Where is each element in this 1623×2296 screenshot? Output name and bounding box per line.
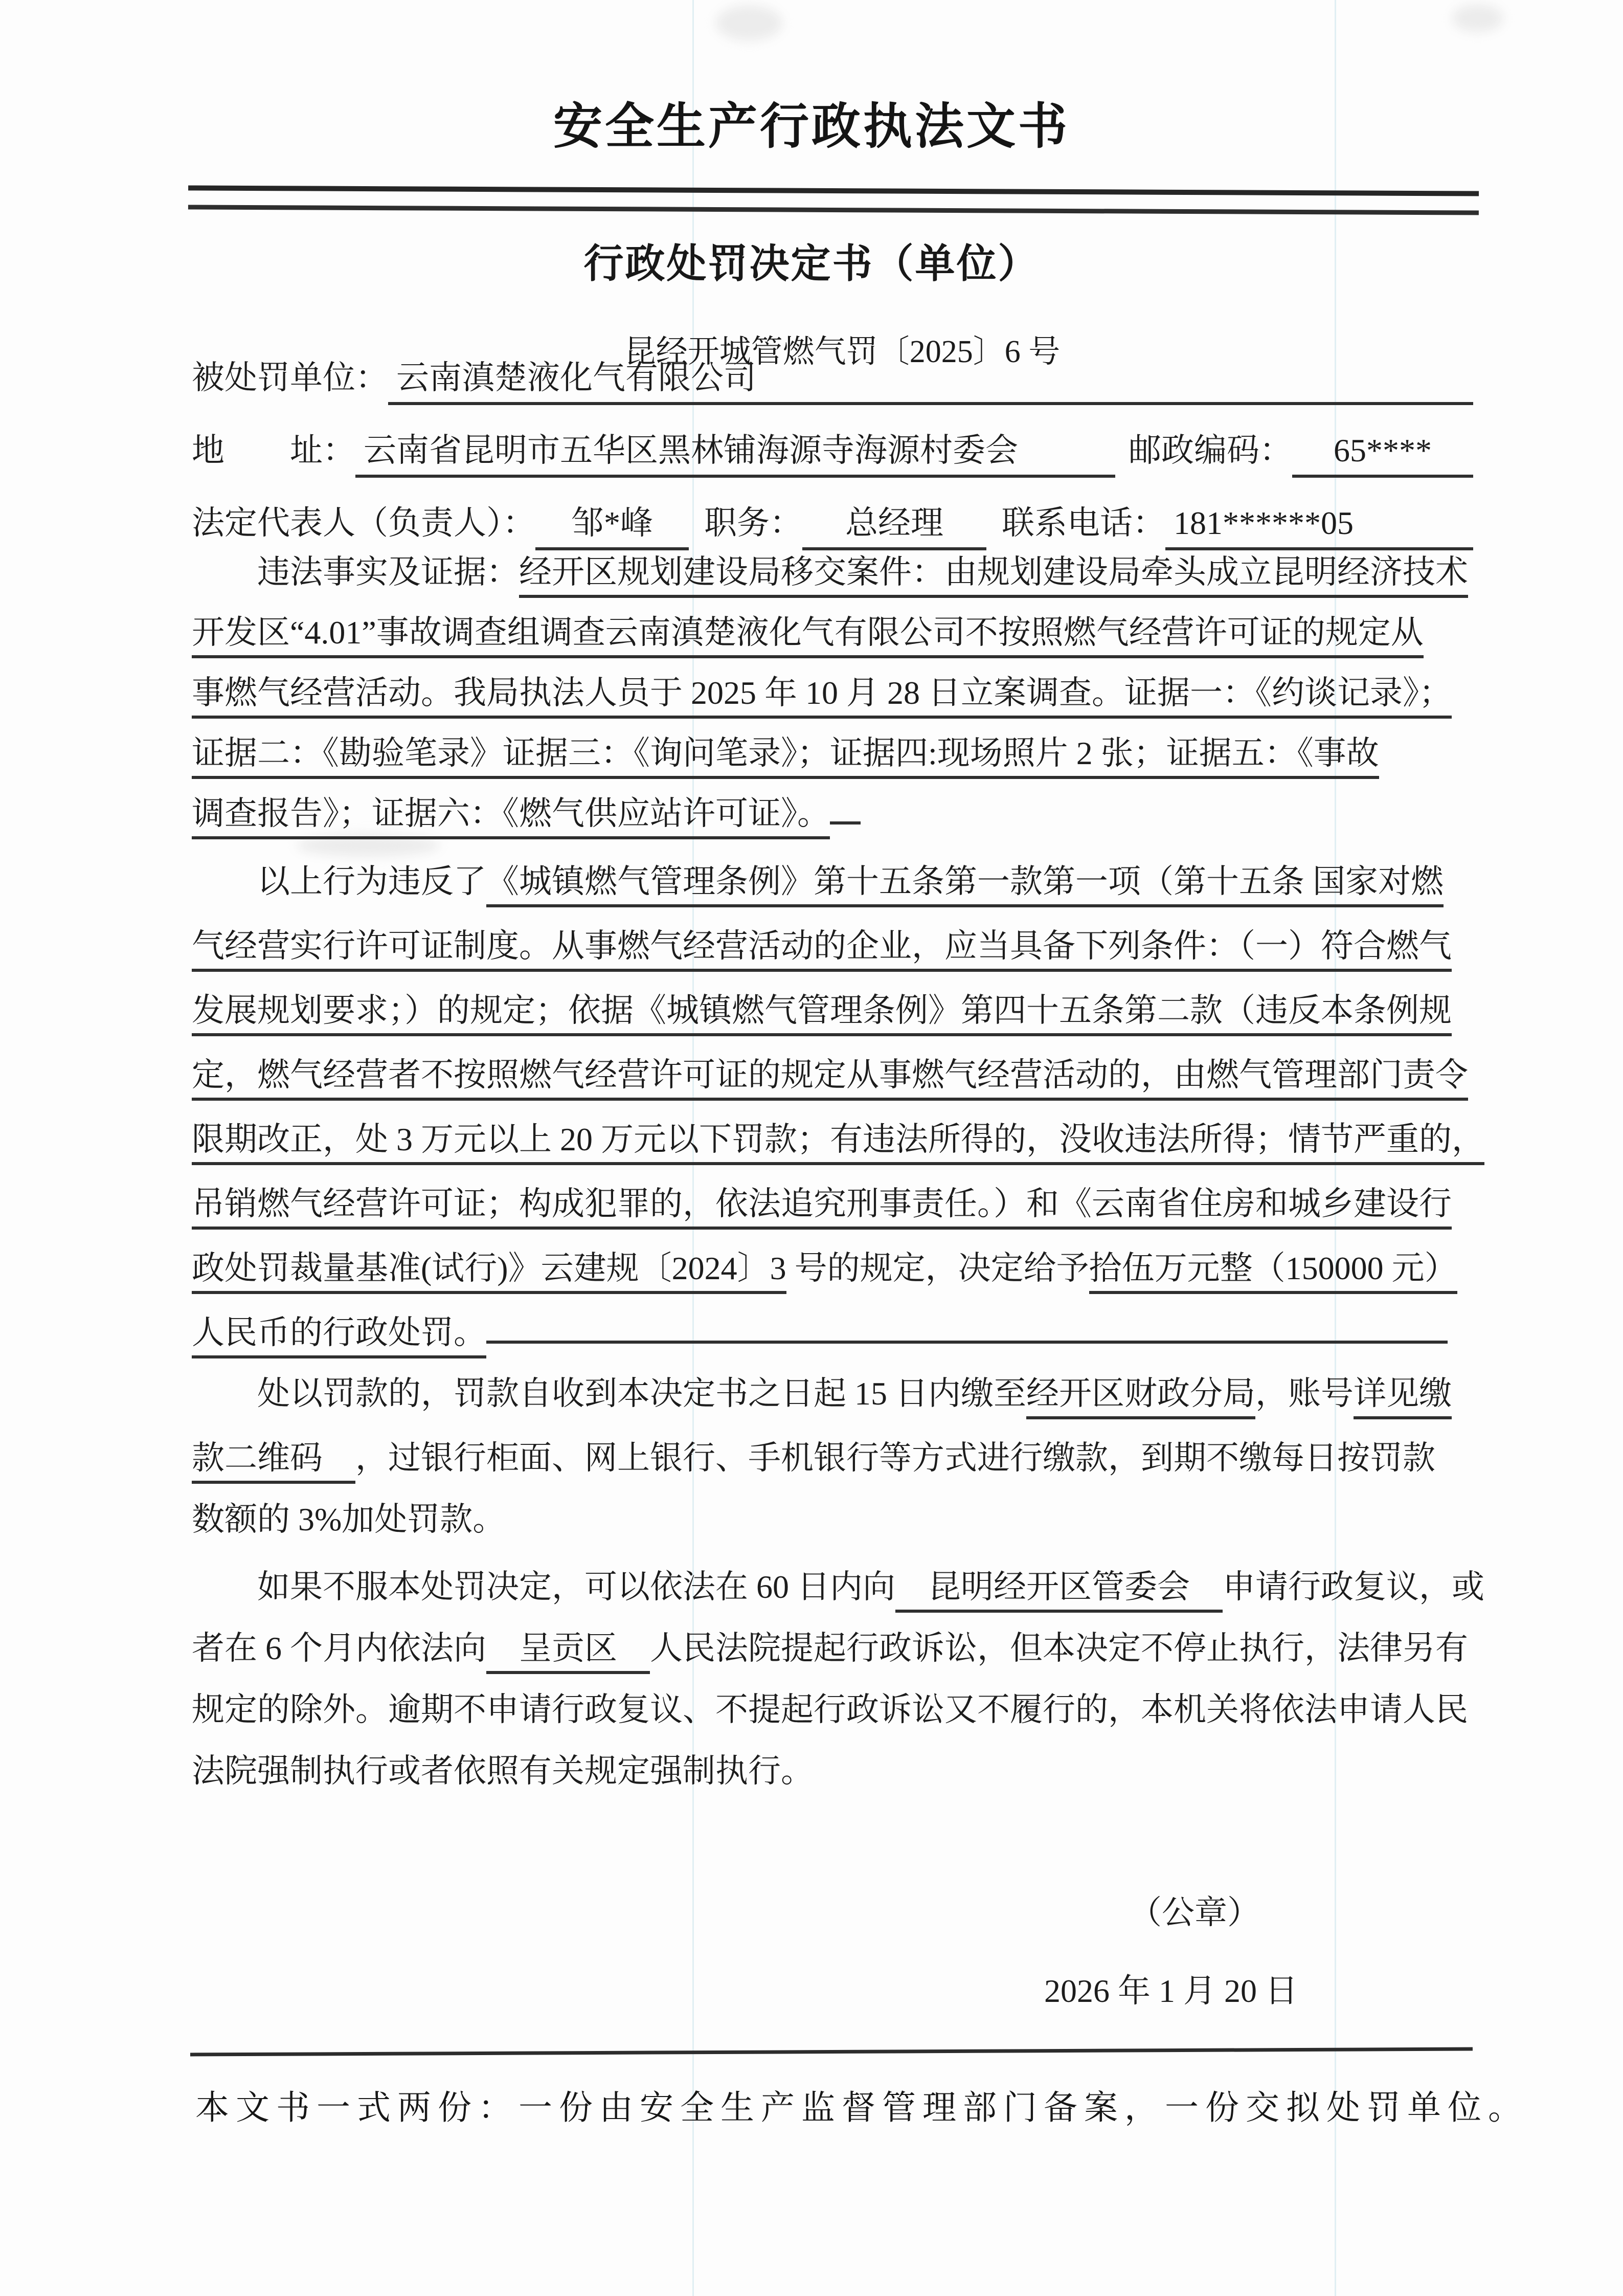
- filled-text: 《城镇燃气管理条例》第十五条第一款第一项（第十五条 国家对燃: [486, 863, 1444, 907]
- document-number: 昆经开城管燃气罚〔2025〕6 号: [624, 335, 1061, 369]
- address-label: 地 址：: [192, 432, 355, 469]
- template-text: 人民法院提起行政诉讼，但本决定不停止执行，法律另有: [650, 1630, 1468, 1666]
- address-value: 云南省昆明市五华区黑林铺海源寺海源村委会: [355, 427, 1115, 478]
- payment-line-1: [257, 1371, 1452, 1416]
- filled-text: 昆明经开区管委会: [895, 1569, 1223, 1613]
- position-value: 总经理: [802, 499, 986, 550]
- payment-line-2: [192, 1436, 1435, 1481]
- template-text: 法院强制执行或者依照有关规定强制执行。: [192, 1753, 814, 1789]
- facts-line-2: [192, 610, 1424, 655]
- violation-line-4: [192, 1053, 1468, 1098]
- violation-line-2: [192, 924, 1452, 969]
- phone-label: 联系电话：: [1002, 505, 1165, 541]
- violation-line-1: [257, 859, 1444, 904]
- appeal-line-1: [257, 1565, 1484, 1610]
- filled-text: 调查报告》；证据六：《燃气供应站许可证》。: [192, 795, 830, 839]
- violation-line-8: [192, 1310, 1448, 1355]
- punished-unit-value: 云南滇楚液化气有限公司: [388, 354, 1473, 405]
- filled-text: 详见缴: [1354, 1375, 1452, 1419]
- postcode-value: 65****: [1292, 427, 1473, 478]
- filled-text: 吊销燃气经营许可证；构成犯罪的，依法追究刑事责任。）和《云南省住房和城乡建设行: [192, 1186, 1452, 1230]
- phone-value: 181******05: [1165, 499, 1473, 550]
- template-text: ，过银行柜面、网上银行、手机银行等方式进行缴款，到期不缴每日按罚款: [355, 1440, 1435, 1476]
- payment-line-3: [192, 1497, 505, 1542]
- filled-text: 发展规划要求；）的规定；依据《城镇燃气管理条例》第四十五条第二款（违反本条例规: [192, 992, 1452, 1036]
- legal-rep-row: [192, 499, 1473, 550]
- blank-underline: [486, 1335, 1448, 1344]
- violation-line-3: [192, 988, 1452, 1033]
- filled-text: 开发区“4.01”事故调查组调查云南滇楚液化气有限公司不按照燃气经营许可证的规定从: [192, 614, 1424, 658]
- filled-text: 经开区财政分局: [1026, 1375, 1255, 1419]
- header-double-rule: [188, 185, 1479, 215]
- template-text: 处以罚款的，罚款自收到本决定书之日起 15 日内缴至: [257, 1375, 1026, 1412]
- legal-rep-label: 法定代表人（负责人）：: [192, 505, 535, 541]
- filled-text: 经开区规划建设局移交案件：由规划建设局牵头成立昆明经济技术: [519, 554, 1468, 598]
- violation-line-7: [192, 1246, 1457, 1291]
- violation-line-6: [192, 1182, 1452, 1227]
- legal-rep-value: 邹*峰: [535, 499, 689, 550]
- facts-line-3: [192, 671, 1452, 716]
- filled-text: 款二维码: [192, 1440, 355, 1484]
- facts-line-4: [192, 731, 1379, 776]
- appeal-line-4: [192, 1749, 814, 1794]
- template-text: 如果不服本处罚决定，可以依法在 60 日内向: [257, 1569, 895, 1605]
- scan-smudge: [1452, 4, 1503, 32]
- decision-date: 2026 年 1 月 20 日: [1044, 1973, 1298, 2009]
- page-title: 行政处罚决定书（单位）: [583, 241, 1040, 287]
- facts-label: 违法事实及证据：: [257, 554, 519, 590]
- filled-text: 限期改正，处 3 万元以上 20 万元以下罚款；有违法所得的，没收违法所得；情节严重的，: [192, 1121, 1484, 1165]
- facts-line-5: [192, 791, 861, 836]
- facts-line-1: [257, 550, 1468, 595]
- blank-underline: [830, 816, 861, 824]
- postcode-label: 邮政编码：: [1129, 432, 1292, 469]
- template-text: ，账号: [1255, 1375, 1354, 1412]
- filled-text: 政处罚裁量基准(试行)》云建规〔2024〕3: [192, 1250, 786, 1294]
- template-text: 规定的除外。逾期不申请行政复议、不提起行政诉讼又不履行的，本机关将依法申请人民: [192, 1691, 1468, 1728]
- template-text: 数额的 3%加处罚款。: [192, 1501, 506, 1537]
- filled-text: 气经营实行许可证制度。从事燃气经营活动的企业，应当具备下列条件：（一）符合燃气: [192, 928, 1452, 972]
- filled-text: 事燃气经营活动。我局执法人员于 2025 年 10 月 28 日立案调查。证据一：《约谈记录》；: [192, 675, 1452, 719]
- appeal-line-3: [192, 1687, 1468, 1732]
- template-text: 者在 6 个月内依法向: [192, 1630, 486, 1666]
- punished-unit-row: [192, 354, 1473, 405]
- filled-text: 证据二：《勘验笔录》证据三：《询问笔录》；证据四:现场照片 2 张；证据五：《事故: [192, 735, 1379, 779]
- template-text: 以上行为违反了: [257, 863, 486, 900]
- position-label: 职务：: [704, 505, 802, 541]
- filled-text: 人民币的行政处罚。: [192, 1314, 486, 1358]
- violation-line-5: [192, 1117, 1484, 1162]
- document-set-title: 安全生产行政执法文书: [553, 98, 1070, 155]
- scan-smudge: [716, 5, 782, 41]
- appeal-line-2: [192, 1626, 1468, 1671]
- footer-rule: [190, 2047, 1473, 2057]
- filled-text: 拾伍万元整（150000 元）: [1089, 1250, 1457, 1294]
- seal-placeholder: （公章）: [1129, 1894, 1260, 1931]
- filled-text: 定，燃气经营者不按照燃气经营许可证的规定从事燃气经营活动的，由燃气管理部门责令: [192, 1057, 1468, 1101]
- address-row: [192, 427, 1473, 478]
- template-text: 申请行政复议，或: [1223, 1569, 1484, 1605]
- template-text: 号的规定，决定给予: [786, 1250, 1089, 1286]
- filled-text: 呈贡区: [486, 1630, 650, 1674]
- footer-note: 本文书一式两份：一份由安全生产监督管理部门备案，一份交拟处罚单位。: [195, 2089, 1528, 2127]
- punished-unit-label: 被处罚单位：: [192, 360, 388, 396]
